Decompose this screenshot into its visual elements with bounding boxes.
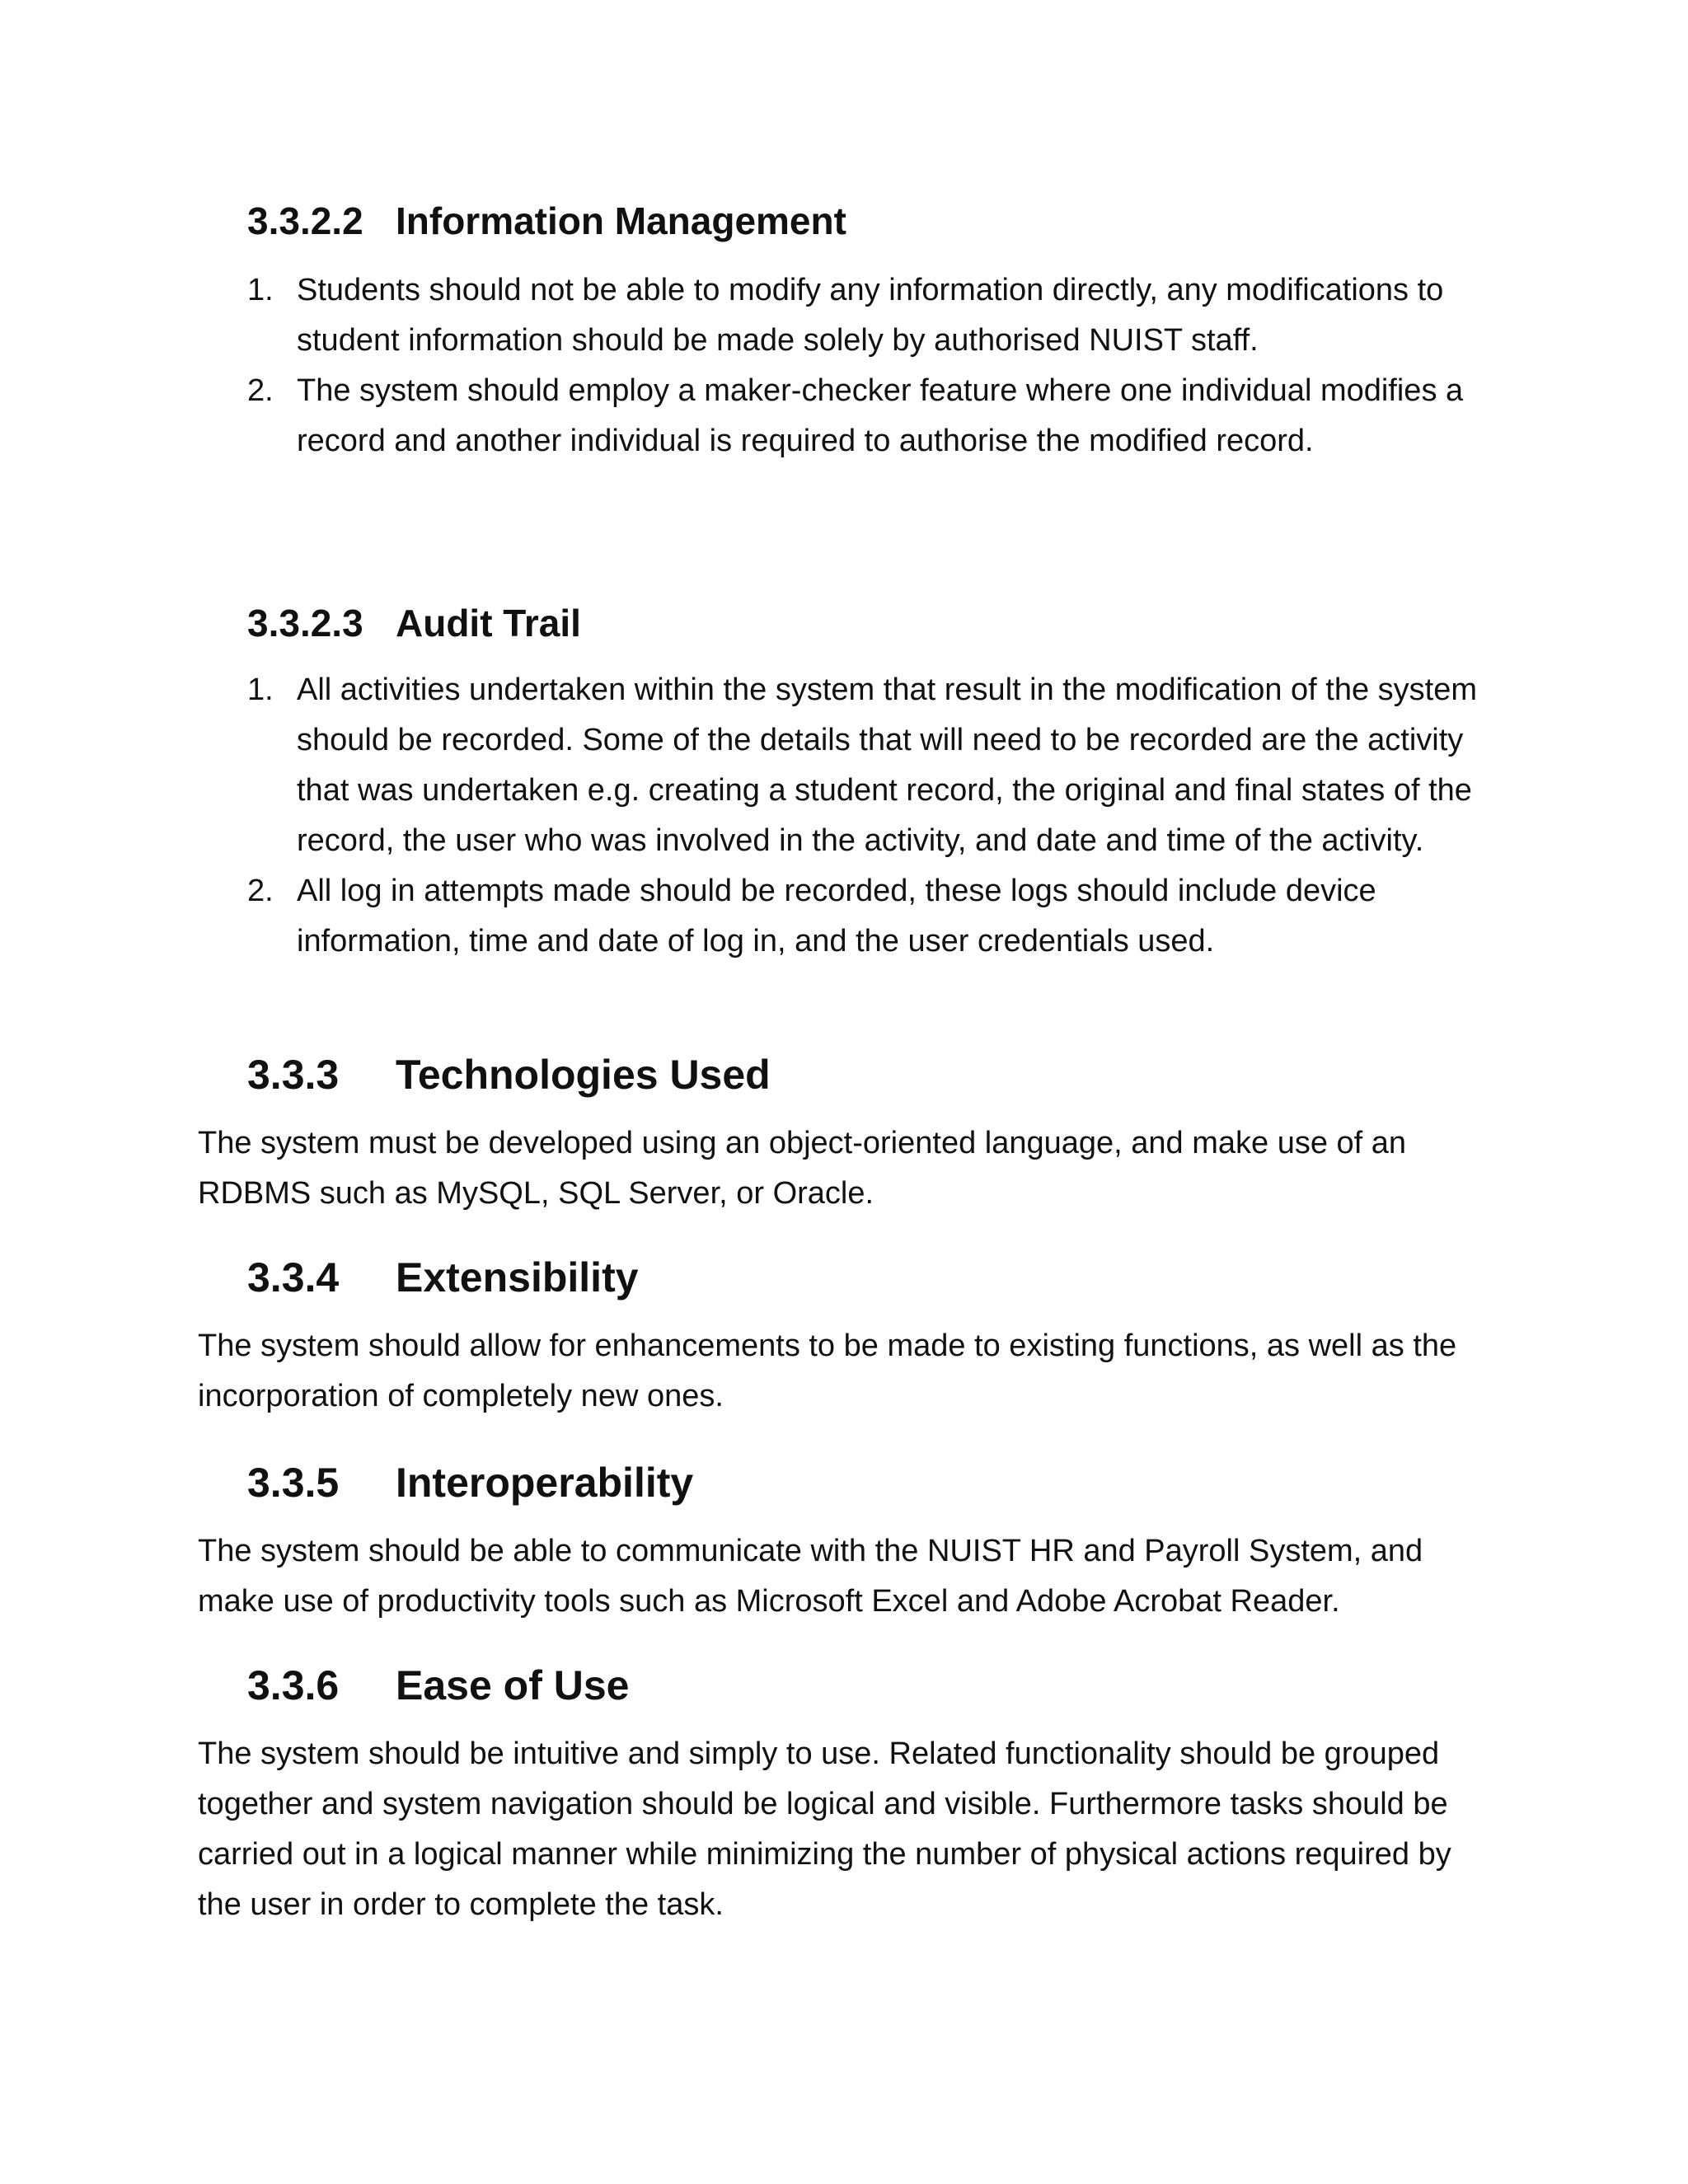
ease-of-use-paragraph: The system should be intuitive and simply to use. Related functionality should be grouped together and system navigation should be logical and visible. Furthermore tasks should be carried out in a logical manner while minimizing the number of physical actions required by the user in order to complete the task. [198,1736,1451,1922]
list-item-text: Students should not be able to modify any information directly, any modifications to student information should be made solely by authorised NUIST staff. [297,273,1444,358]
heading-extensibility [247,1251,639,1304]
section-title: Information Management [396,199,846,242]
list-item-text: All log in attempts made should be recorded, these logs should include device information, time and date of log in, and the user credentials used. [297,874,1376,958]
section-number: 3.3.3 [247,1052,340,1098]
section-number: 3.3.2.2 [247,199,363,242]
section-title: Technologies Used [396,1052,771,1098]
list-marker: 2. [247,373,274,408]
section-number: 3.3.2.3 [247,602,363,644]
section-title: Audit Trail [396,602,581,644]
section-title: Extensibility [396,1254,639,1301]
list-item [247,665,1484,866]
section-title: Interoperability [396,1460,694,1506]
section-number: 3.3.4 [247,1254,340,1301]
information-management-list [247,265,1484,466]
extensibility-paragraph: The system should allow for enhancements to be made to existing functions, as well as the incorporation of completely new ones. [198,1329,1457,1413]
interoperability-paragraph: The system should be able to communicate with the NUIST HR and Payroll System, and make use of productivity tools such as Microsoft Excel and Adobe Acrobat Reader. [198,1534,1423,1619]
list-item [247,366,1484,466]
heading-audit-trail [247,598,581,648]
list-item [247,866,1484,967]
audit-trail-list [247,665,1484,967]
technologies-used-paragraph: The system must be developed using an object-oriented language, and make use of an RDBMS such as MySQL, SQL Server, or Oracle. [198,1126,1407,1211]
list-marker: 1. [247,673,274,707]
heading-interoperability [247,1456,693,1509]
heading-ease-of-use [247,1659,629,1712]
heading-technologies-used [247,1048,771,1101]
list-marker: 2. [247,874,274,908]
section-title: Ease of Use [396,1662,630,1708]
list-marker: 1. [247,273,274,307]
heading-information-management [247,196,846,246]
list-item [247,265,1484,366]
list-item-text: All activities undertaken within the system that result in the modification of the system should be recorded. Some of the details that will need to be recorded are the activity that was undertaken e.g. creating a student record, the original and final states of the record, the user who was involved in the activity, and date and time of the activity. [297,673,1477,858]
section-number: 3.3.5 [247,1460,340,1506]
section-number: 3.3.6 [247,1662,340,1708]
list-item-text: The system should employ a maker-checker feature where one individual modifies a record and another individual is required to authorise the modified record. [297,373,1464,458]
